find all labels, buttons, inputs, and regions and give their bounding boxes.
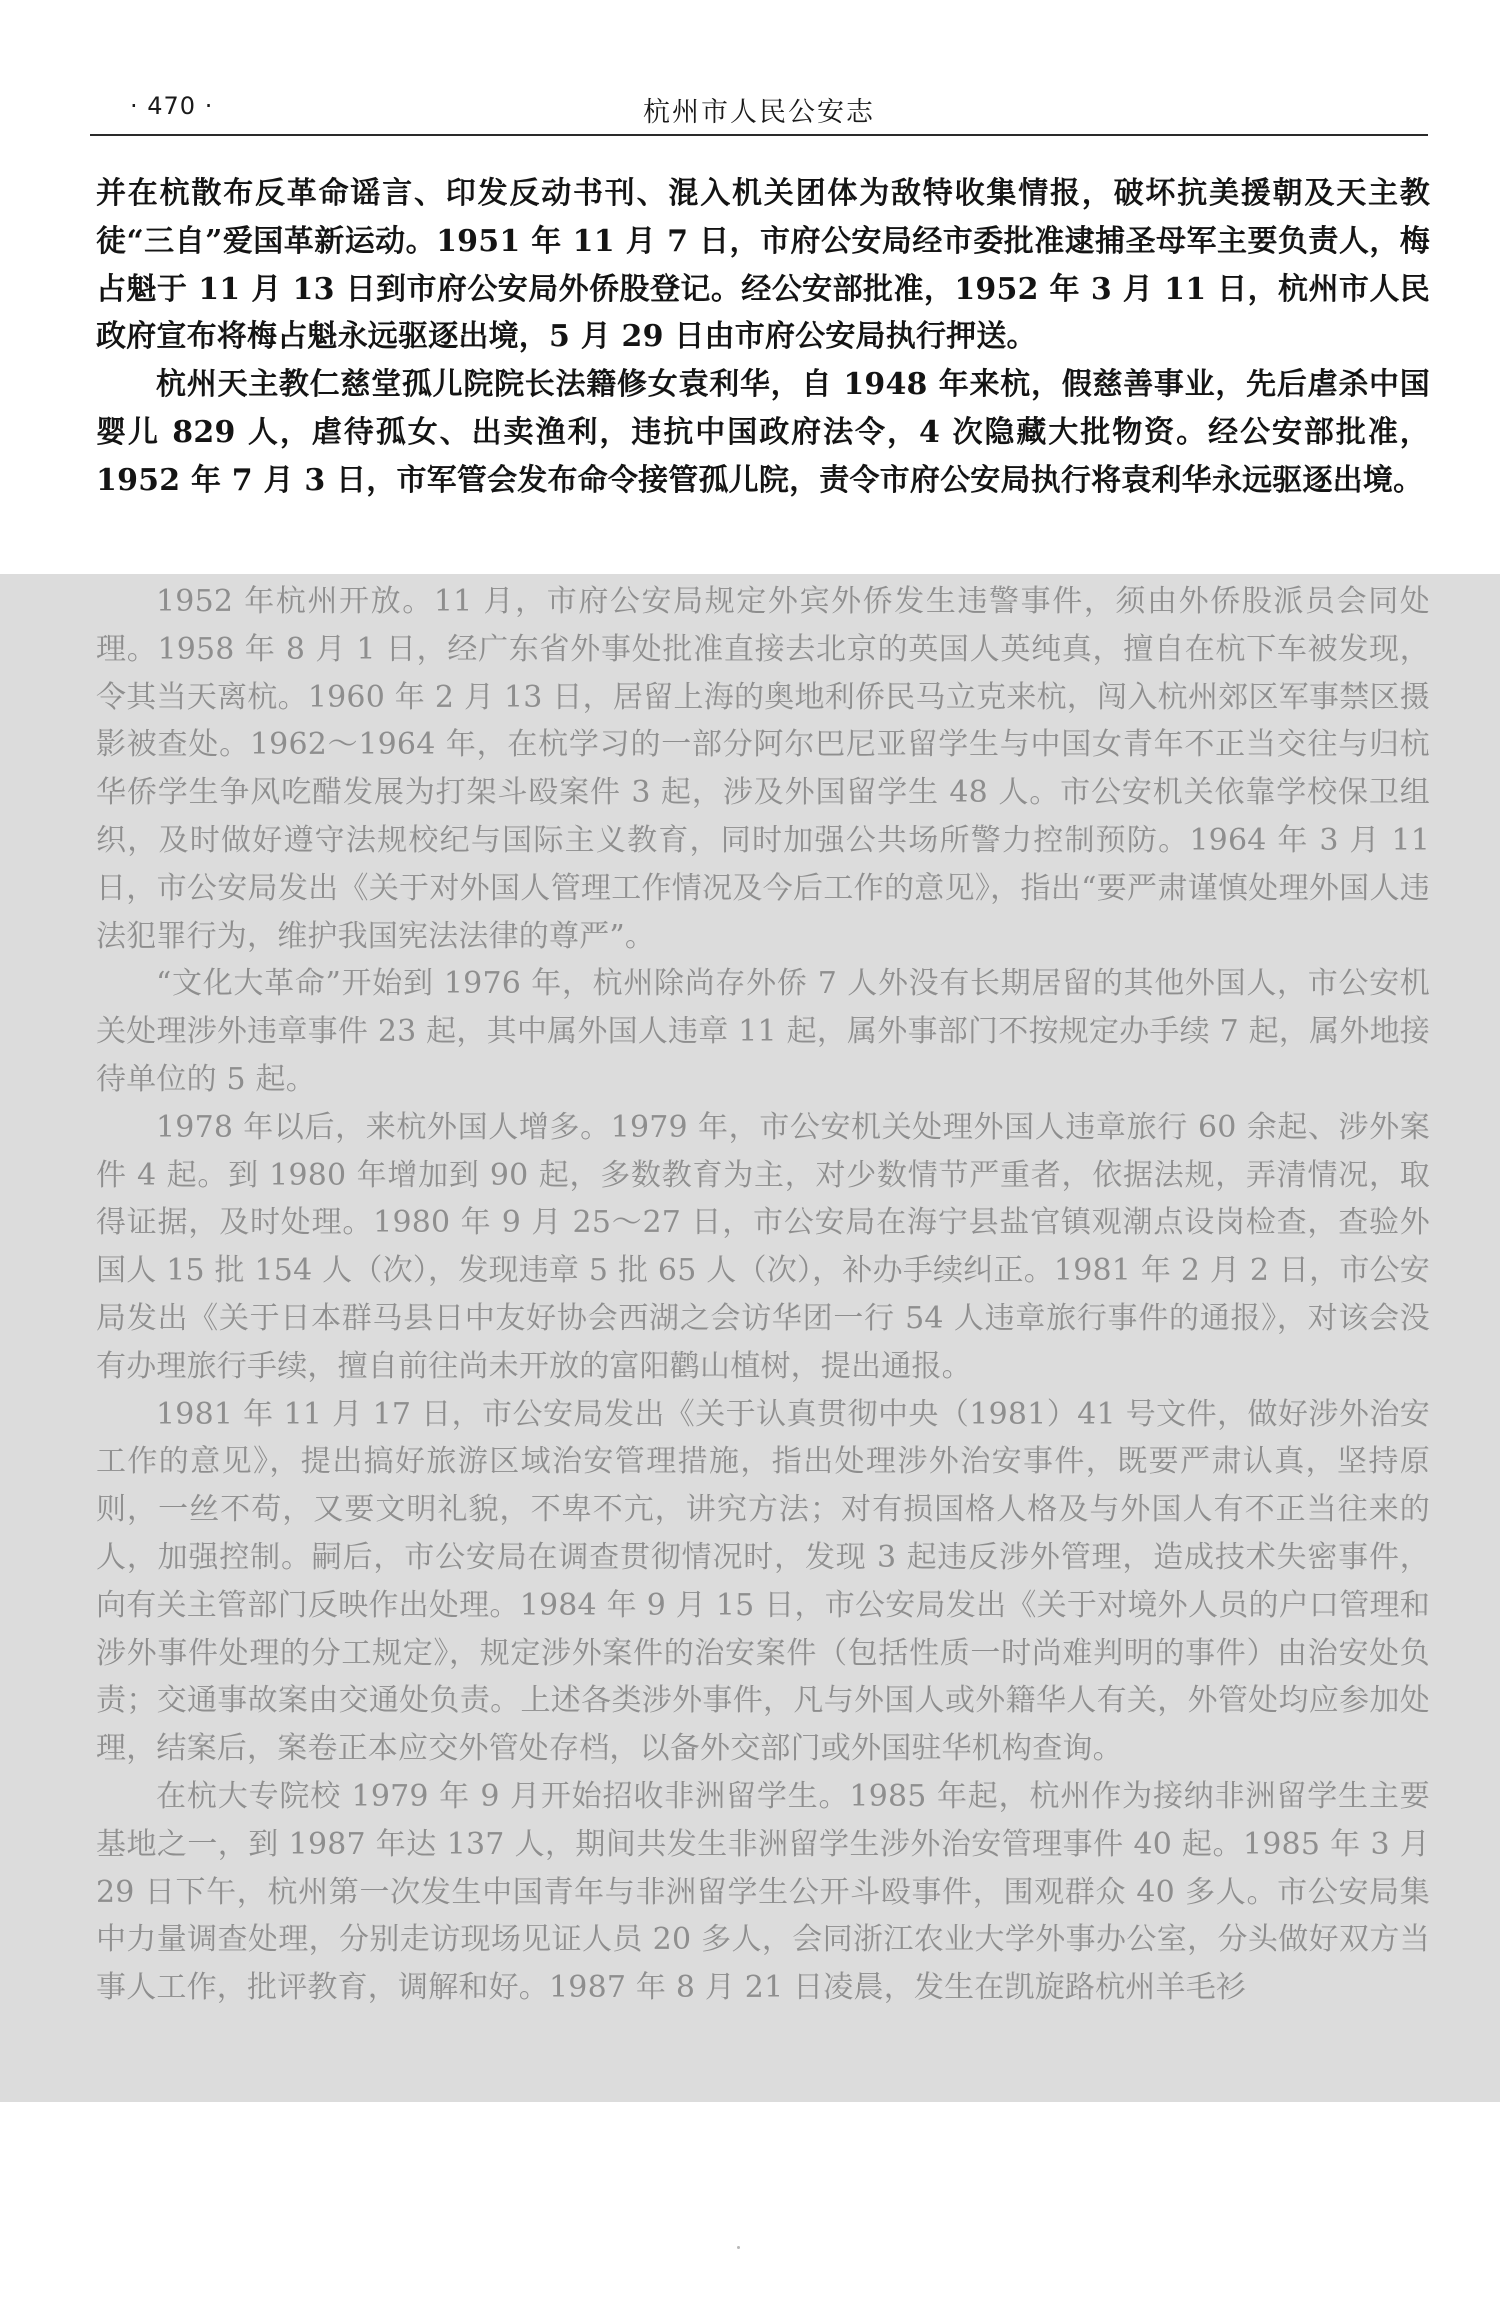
- paragraph-cultural-revolution: “文化大革命”开始到 1976 年，杭州除尚存外侨 7 人外没有长期居留的其他外国人，市公安机关处理涉外违章事件 23 起，其中属外国人违章 11 起，属外事部门不按规定办手续 7 起，属外地接待单位的 5 起。: [96, 966, 1430, 1097]
- page-number: · 470 ·: [130, 92, 214, 120]
- paragraph-continuation: 并在杭散布反革命谣言、印发反动书刊、混入机关团体为敌特收集情报，破坏抗美援朝及天主教徒“三自”爱国革新运动。1951 年 11 月 7 日，市府公安局经市委批准逮捕圣母军主要负责人，梅占魁于 11 月 13 日到市府公安局外侨股登记。经公安部批准，1952 年 3 月 11 日，杭州市人民政府宣布将梅占魁永远驱逐出境，5 月 29 日由市府公安局执行押送。: [96, 176, 1430, 355]
- faded-text-block: [96, 578, 1430, 2012]
- top-text-block: [96, 170, 1430, 505]
- paragraph-african-students: 在杭大专院校 1979 年 9 月开始招收非洲留学生。1985 年起，杭州作为接纳非洲留学生主要基地之一，到 1987 年达 137 人，期间共发生非洲留学生涉外治安管理事件 40 起。1985 年 3 月 29 日下午，杭州第一次发生中国青年与非洲留学生公开斗殴事件，围观群众 40 多人。市公安局集中力量调查处理，分别走访现场见证人员 20 多人，会同浙江农业大学外事办公室，分头做好双方当事人工作，批评教育，调解和好。1987 年 8 月 21 日凌晨，发生在凯旋路杭州羊毛衫: [96, 1778, 1430, 2006]
- paragraph-orphanage: 杭州天主教仁慈堂孤儿院院长法籍修女袁利华，自 1948 年来杭，假慈善事业，先后虐杀中国婴儿 829 人，虐待孤女、出卖渔利，违抗中国政府法令，4 次隐藏大批物资。经公安部批准，1952 年 7 月 3 日，市军管会发布命令接管孤儿院，责令市府公安局执行将袁利华永远驱逐出境。: [96, 367, 1430, 498]
- paragraph-1978: 1978 年以后，来杭外国人增多。1979 年，市公安机关处理外国人违章旅行 60 余起、涉外案件 4 起。到 1980 年增加到 90 起，多数教育为主，对少数情节严重者，依据法规，弄清情况，取得证据，及时处理。1980 年 9 月 25～27 日，市公安局在海宁县盐官镇观潮点设岗检查，查验外国人 15 批 154 人（次），发现违章 5 批 65 人（次），补办手续纠正。1981 年 2 月 2 日，市公安局发出《关于日本群马县日中友好协会西湖之会访华团一行 54 人违章旅行事件的通报》，对该会没有办理旅行手续，擅自前往尚未开放的富阳鹳山植树，提出通报。: [96, 1109, 1430, 1384]
- scan-speck: [737, 2246, 740, 2249]
- running-title: 杭州市人民公安志: [643, 97, 875, 128]
- paragraph-1952-opening: 1952 年杭州开放。11 月，市府公安局规定外宾外侨发生违警事件，须由外侨股派员会同处理。1958 年 8 月 1 日，经广东省外事处批准直接去北京的英国人英纯真，擅自在杭下车被发现，令其当天离杭。1960 年 2 月 13 日，居留上海的奥地利侨民马立克来杭，闯入杭州郊区军事禁区摄影被查处。1962～1964 年，在杭学习的一部分阿尔巴尼亚留学生与中国女青年不正当交往与归杭华侨学生争风吃醋发展为打架斗殴案件 3 起，涉及外国留学生 48 人。市公安机关依靠学校保卫组织，及时做好遵守法规校纪与国际主义教育，同时加强公共场所警力控制预防。1964 年 3 月 11 日，市公安局发出《关于对外国人管理工作情况及今后工作的意见》，指出“要严肃谨慎处理外国人违法犯罪行为，维护我国宪法法律的尊严”。: [96, 584, 1430, 954]
- page-header: [90, 88, 1428, 136]
- paragraph-1981: 1981 年 11 月 17 日，市公安局发出《关于认真贯彻中央（1981）41 号文件，做好涉外治安工作的意见》，提出搞好旅游区域治安管理措施，指出处理涉外治安事件，既要严肃认真，坚持原则，一丝不苟，又要文明礼貌，不卑不亢，讲究方法；对有损国格人格及与外国人有不正当往来的人，加强控制。嗣后，市公安局在调查贯彻情况时，发现 3 起违反涉外管理，造成技术失密事件，向有关主管部门反映作出处理。1984 年 9 月 15 日，市公安局发出《关于对境外人员的户口管理和涉外事件处理的分工规定》，规定涉外案件的治安案件（包括性质一时尚难判明的事件）由治安处负责；交通事故案由交通处负责。上述各类涉外事件，凡与外国人或外籍华人有关，外管处均应参加处理，结案后，案卷正本应交外管处存档，以备外交部门或外国驻华机构查询。: [96, 1396, 1430, 1767]
